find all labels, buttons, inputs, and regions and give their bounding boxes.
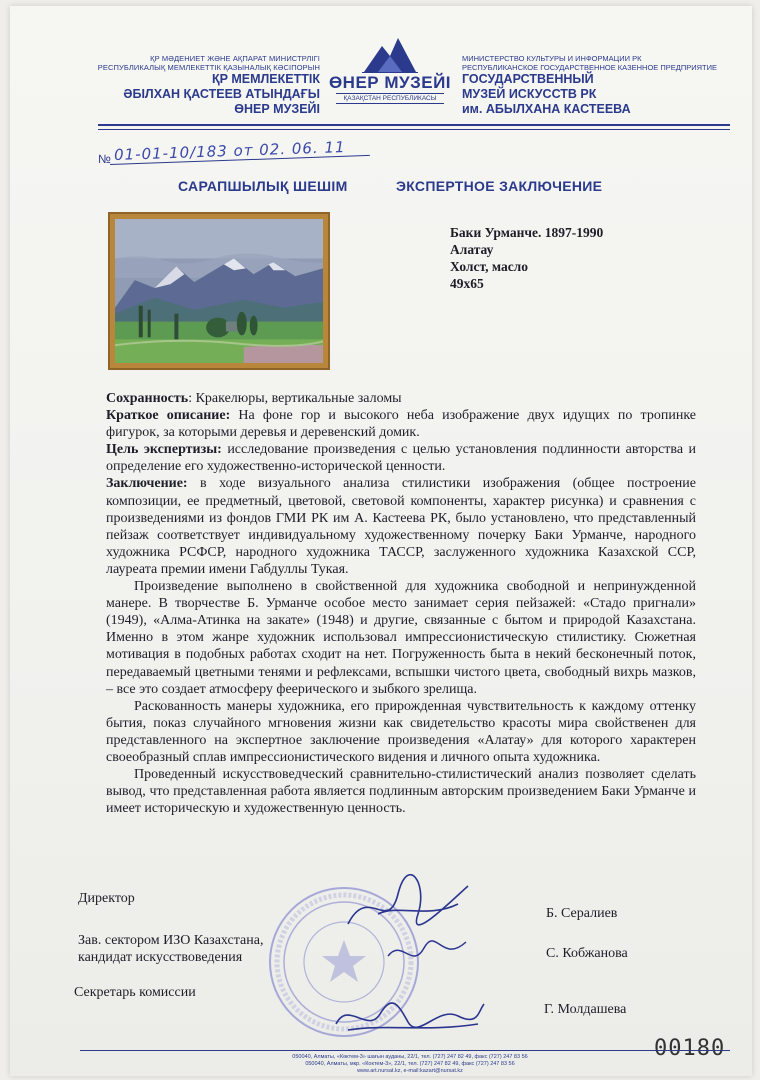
condition-label: Сохранность — [106, 391, 189, 406]
header-divider-thin — [98, 129, 730, 130]
purpose-label: Цель экспертизы: — [106, 442, 222, 458]
head-label-line2: кандидат искусствоведения — [78, 950, 243, 965]
description-paragraph — [106, 407, 696, 441]
secretary-label: Секретарь комиссии — [74, 985, 196, 1000]
head-label-line1: Зав. сектором ИЗО Казахстана, — [78, 933, 264, 948]
purpose-paragraph — [106, 441, 696, 475]
analysis-paragraph: Произведение выполнено в свойственной для художника свободной и непринужденной манере. В творчестве Б. Урманче особое место занимает серия пейзажей: «Стадо пригнали» (1949), «Алма-Атинка на закате» (1948) и другие, связанные с бытом и природой Казахстана. Именно в этом жанре художник использовал импрессионистическую стилистику. Сюжетная мотивация в подобных работах сходит на нет. Погруженность быта в некий бесконечный поток, передаваемый цветными тенями и рефлексами, вспышки чистого цвета, свободный вихрь мазков, – все это создает атмосферу феерического и зыбкого зрелища. — [106, 579, 696, 697]
header-right-ministry: МИНИСТЕРСТВО КУЛЬТУРЫ И ИНФОРМАЦИИ РК — [462, 54, 642, 63]
director-name: Б. Сералиев — [546, 906, 618, 921]
header-left-ministry: ҚР МӘДЕНИЕТ ЖӘНЕ АҚПАРАТ МИНИСТРЛІГІ — [150, 54, 320, 63]
header-left-line1: ҚР МЕМЛЕКЕТТІК — [211, 72, 320, 86]
artwork-info — [450, 224, 603, 292]
document-body — [106, 390, 696, 817]
director-label: Директор — [78, 891, 135, 906]
purpose-text: исследование произведения с целью установления подлинности авторства и определение его художественно-исторической ценности. — [106, 442, 696, 475]
header-right-enterprise: РЕСПУБЛИКАНСКОЕ ГОСУДАРСТВЕННОЕ КАЗЕННОЕ ПРЕДПРИЯТИЕ — [462, 63, 718, 72]
doc-number-label: № — [98, 152, 111, 166]
header-left-line3: ӨНЕР МУЗЕЙІ — [234, 102, 320, 116]
condition-text: : Кракелюры, вертикальные заломы — [188, 391, 402, 406]
footer-divider — [80, 1050, 730, 1051]
artwork-medium: Холст, масло — [450, 259, 529, 274]
painting-image — [108, 212, 330, 370]
head-signature-icon — [382, 934, 472, 974]
header-right-line2: МУЗЕЙ ИСКУССТВ РК — [462, 87, 597, 101]
footer-address — [200, 1054, 620, 1075]
header-right-line3: им. АБЫЛХАНА КАСТЕЕВА — [462, 102, 631, 116]
footer-line-kz: 050040, Алматы, «Көктем-3» шағын ауданы, 22/1, тел. (727) 247 82 49, факс (727) 247 83 56 — [292, 1054, 528, 1060]
secretary-name: Г. Молдашева — [544, 1002, 627, 1017]
conclusion-paragraph — [106, 475, 696, 578]
document-page — [10, 6, 752, 1076]
artwork-title: Алатау — [450, 242, 494, 257]
header-right-line1: ГОСУДАРСТВЕННЫЙ — [462, 72, 594, 86]
title-russian: ЭКСПЕРТНОЕ ЗАКЛЮЧЕНИЕ — [396, 178, 603, 194]
manner-paragraph: Раскованность манеры художника, его прирожденная чувствительность к каждому оттенку бытия, показ случайного мгновения жизни как свидетельство красоты мира свойственен для представленного на экспертное заключение произведения «Алатау» для которого характерен своеобразный сплав импрессионистического видения и личного опыта художника. — [106, 698, 696, 765]
header-left-line2: ӘБІЛХАН ҚАСТЕЕВ АТЫНДАҒЫ — [123, 87, 320, 101]
footer-line-web: www.art.nursat.kz, e-mail:kazart@nursat.kz — [357, 1068, 463, 1074]
conclusion-label: Заключение: — [106, 476, 188, 492]
header-kazakh — [80, 54, 320, 117]
header-left-enterprise: РЕСПУБЛИКАЛЫҚ МЕМЛЕКЕТТІК ҚАЗЫНАЛЫҚ КӘСІПОРЫН — [97, 63, 320, 72]
header-divider — [98, 124, 730, 126]
description-text: На фоне гор и высокого неба изображение двух идущих по тропинке фигурок, за которыми деревья и деревенский домик. — [106, 408, 696, 441]
condition-paragraph — [106, 390, 696, 407]
header-russian — [462, 54, 752, 117]
final-conclusion-paragraph: Проведенный искусствоведческий сравнительно-стилистический анализ позволяет сделать вывод, что представленная работа является подлинным авторским произведением Баки Урманче и имеет историческую и художественную ценность. — [106, 767, 696, 817]
museum-logo — [328, 34, 452, 118]
secretary-signature-icon — [328, 994, 488, 1040]
footer-line-ru: 050040, Алматы, мкр. «Коктем-3», 22/1, тел. (727) 247 82 49, факс (727) 247 83 56 — [305, 1061, 515, 1067]
conclusion-text: в ходе визуального анализа стилистики изображения (общее построение композиции, ее предметный, цветовой, световой компоненты, характер рисунка) и сравнения с произведениями из фондов ГМИ РК им А. Кастеева РК, было установлено, что представленный пейзаж соответствует индивидуальному художественному почерку Баки Урманче, народного художника РСФСР, народного художника ТАССР, заслуженного художника Казахской ССР, лауреата премии имени Габдуллы Тукая. — [106, 476, 696, 577]
head-name: С. Кобжанова — [546, 946, 628, 961]
description-label: Краткое описание: — [106, 408, 231, 424]
serial-number: 00180 — [654, 1036, 726, 1061]
title-kazakh: САРАПШЫЛЫҚ ШЕШІМ — [178, 178, 348, 194]
mountain-logo-icon — [360, 34, 420, 74]
landscape-painting-icon — [115, 219, 323, 363]
logo-name: ӨНЕР МУЗЕЙІ — [328, 73, 452, 92]
doc-number: 01-01-10/183 от 02. 06. 11 — [113, 137, 346, 165]
logo-subtitle: ҚАЗАҚСТАН РЕСПУБЛИКАСЫ — [336, 93, 444, 104]
artwork-size: 49х65 — [450, 276, 484, 291]
artwork-artist: Баки Урманче. 1897-1990 — [450, 225, 604, 240]
